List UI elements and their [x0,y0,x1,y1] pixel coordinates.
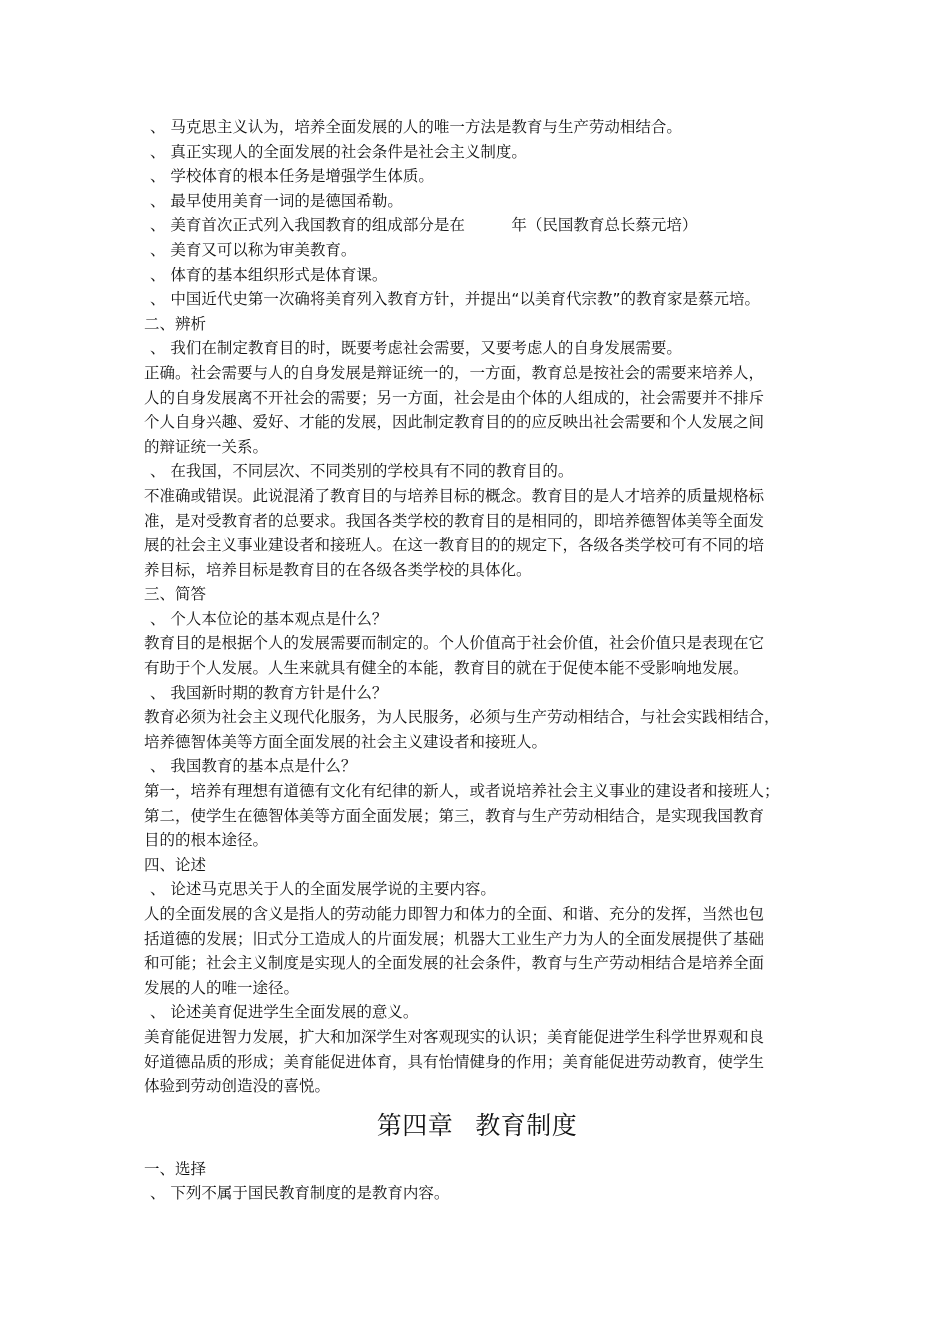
choice-item: 、 真正实现人的全面发展的社会条件是社会主义制度。 [150,142,527,161]
answer-line: 培养德智体美等方面全面发展的社会主义建设者和接班人。 [144,732,548,751]
answer-line: 正确。社会需要与人的自身发展是辩证统一的，一方面，教育总是按社会的需要来培养人， [144,363,765,382]
answer-paragraph [144,1025,810,1099]
choice-item: 、 体育的基本组织形式是体育课。 [150,265,388,284]
answer-line: 好道德品质的形成；美育能促进体育，具有怡情健身的作用；美育能促进劳动教育，使学生 [144,1052,765,1071]
section-choice-next [144,1157,810,1206]
answer-paragraph [144,902,810,1000]
answer-paragraph [144,484,810,582]
answer-line: 养目标，培养目标是教育目的在各级各类学校的具体化。 [144,560,532,579]
answer-line: 人的自身发展离不开社会的需要；另一方面，社会是由个体的人组成的，社会需要并不排斥 [144,388,765,407]
choice-items-continued [144,115,810,312]
question: 、 论述美育促进学生全面发展的意义。 [150,1003,419,1022]
choice-item: 、 最早使用美育一词的是德国希勒。 [150,191,403,210]
answer-line: 教育必须为社会主义现代化服务，为人民服务，必须与生产劳动相结合，与社会实践相结合， [144,708,780,727]
answer-line: 体验到劳动创造没的喜悦。 [144,1077,331,1096]
choice-item: 、 美育又可以称为审美教育。 [150,240,357,259]
question: 、 论述马克思关于人的全面发展学说的主要内容。 [150,880,496,899]
document-content [144,115,810,1206]
question: 、 在我国，不同层次、不同类别的学校具有不同的教育目的。 [150,462,574,481]
choice-item: 、 马克思主义认为，培养全面发展的人的唯一方法是教育与生产劳动相结合。 [150,118,682,136]
answer-paragraph [144,631,810,680]
section-heading: 一、选择 [144,1159,207,1178]
answer-line: 准，是对受教育者的总要求。我国各类学校的教育目的是相同的，即培养德智体美等全面发 [144,511,765,530]
question: 、 我国教育的基本点是什么？ [150,757,357,776]
question: 、 我国新时期的教育方针是什么？ [150,683,388,702]
answer-line: 括道德的发展；旧式分工造成人的片面发展；机器大工业生产力为人的全面发展提供了基础 [144,929,765,948]
answer-line: 美育能促进智力发展，扩大和加深学生对客观现实的认识；美育能促进学生科学世界观和良 [144,1027,765,1046]
answer-line: 发展的人的唯一途径。 [144,978,300,997]
section-jianda [144,582,810,853]
section-heading: 四、论述 [144,855,207,874]
answer-paragraph [144,779,810,853]
question: 、 我们在制定教育目的时，既要考虑社会需要，又要考虑人的自身发展需要。 [150,339,682,358]
answer-line: 教育目的是根据个人的发展需要而制定的。个人价值高于社会价值，社会价值只是表现在它 [144,634,765,653]
answer-line: 第二，使学生在德智体美等方面全面发展；第三，教育与生产劳动相结合，是实现我国教育 [144,806,765,825]
chapter-name: 教育制度 [475,1110,578,1140]
answer-line: 人的全面发展的含义是指人的劳动能力即智力和体力的全面、和谐、充分的发挥，当然也包 [144,905,765,923]
answer-line: 的辩证统一关系。 [144,437,269,456]
answer-line: 目的的根本途径。 [144,831,269,850]
chapter-title [144,1109,810,1143]
answer-line: 有助于个人发展。人生来就具有健全的本能，教育目的就在于促使本能不受影响地发展。 [144,659,749,678]
choice-item: 、 学校体育的根本任务是增强学生体质。 [150,167,434,186]
choice-item: 、 下列不属于国民教育制度的是教育内容。 [150,1184,450,1203]
answer-line: 第一，培养有理想有道德有文化有纪律的新人，或者说培养社会主义事业的建设者和接班人； [144,782,780,801]
answer-line: 个人自身兴趣、爱好、才能的发展，因此制定教育目的的应反映出社会需要和个人发展之间 [144,413,765,432]
section-heading: 三、简答 [144,585,207,604]
chapter-number: 第四章 [376,1110,454,1140]
choice-item: 、 中国近代史第一次确将美育列入教育方针，并提出“以美育代宗教”的教育家是蔡元培。 [150,290,760,309]
answer-line: 展的社会主义事业建设者和接班人。在这一教育目的的规定下，各级各类学校可有不同的培 [144,536,765,555]
answer-paragraph [144,705,810,754]
section-heading: 二、辨析 [144,314,207,333]
choice-item: 、 美育首次正式列入我国教育的组成部分是在 年（民国教育总长蔡元培） [150,216,698,235]
answer-line: 和可能；社会主义制度是实现人的全面发展的社会条件，教育与生产劳动相结合是培养全面 [144,954,765,973]
answer-paragraph [144,361,810,459]
question: 、 个人本位论的基本观点是什么？ [150,609,388,628]
answer-line: 不准确或错误。此说混淆了教育目的与培养目标的概念。教育目的是人才培养的质量规格标 [144,486,765,505]
section-lunshu [144,853,810,1099]
section-bianxi [144,312,810,583]
